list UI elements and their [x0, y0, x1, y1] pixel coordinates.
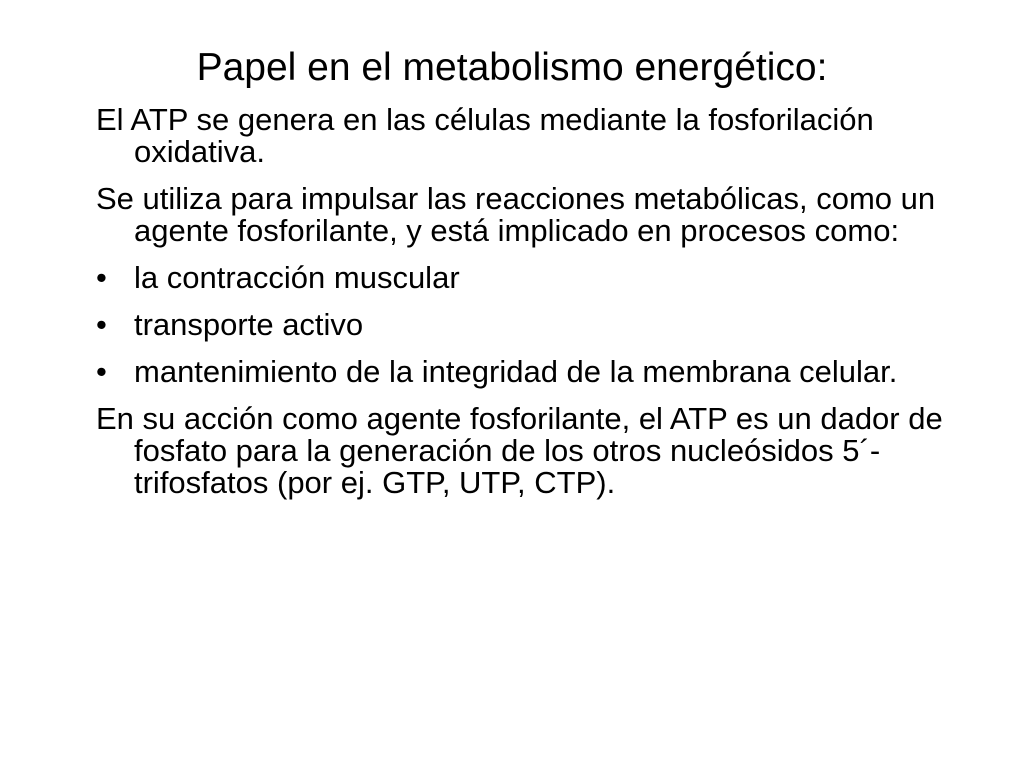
- paragraph-text: Se utiliza para impulsar las reacciones metabólicas, como un agente fosforilante, y está implicado en procesos como:: [96, 181, 936, 248]
- slide-content: [96, 104, 976, 514]
- bullet-item-muscle-contraction: [96, 262, 976, 294]
- bullet-marker: •: [96, 354, 107, 389]
- bullet-text: mantenimiento de la integridad de la membrana celular.: [134, 354, 898, 389]
- bullet-text: la contracción muscular: [134, 260, 460, 295]
- bullet-item-active-transport: [96, 309, 976, 341]
- slide-title: Papel en el metabolismo energético:: [196, 46, 828, 89]
- bullet-text: transporte activo: [134, 307, 364, 342]
- paragraph-text: El ATP se genera en las células mediante la fosforilación oxidativa.: [96, 102, 874, 169]
- paragraph-atp-generation: [96, 104, 976, 168]
- paragraph-phosphate-donor: [96, 403, 976, 499]
- bullet-marker: •: [96, 260, 107, 295]
- paragraph-atp-usage: [96, 183, 976, 247]
- paragraph-text: En su acción como agente fosforilante, el ATP es un dador de fosfato para la generación de los otros nucleósidos 5´-trifosfatos (por ej. GTP, UTP, CTP).: [96, 401, 943, 500]
- bullet-marker: •: [96, 307, 107, 342]
- bullet-item-membrane-integrity: [96, 356, 976, 388]
